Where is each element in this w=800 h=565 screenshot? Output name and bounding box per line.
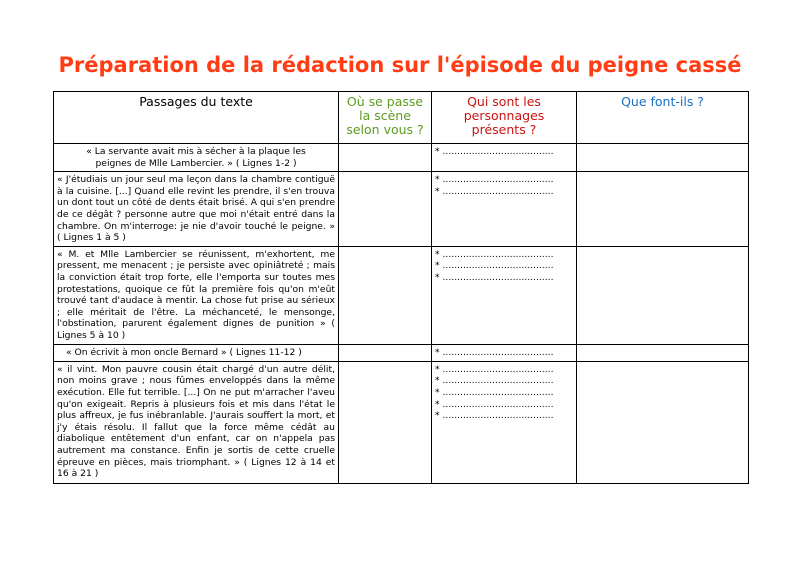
character-blank: * ...................................... [435, 398, 554, 410]
header-passages: Passages du texte [54, 92, 339, 144]
page-title: Préparation de la rédaction sur l'épisode du peigne cassé [58, 53, 742, 77]
passage-cell: « il vint. Mon pauvre cousin était chargé d'un autre délit, non moins grave ; nous fûmes enveloppés dans la même exécution. Elle fut terrible. [...] On ne put m'arracher l'aveu qu'on exigeait. Repris à plusieurs fois et mis dans l'état le plus affreux, je fus inébranlable. J'aurais souffert la mort, et j'y étais résolu. Il fallut que la force même cédât au diabolique entêtement d'un enfant, car on n'appela pas autrement ma constance. Enfin je sortis de cette cruelle épreuve en pièces, mais triomphant. » ( Lignes 12 à 14 et 16 à 21 ) [54, 361, 339, 483]
worksheet-table [53, 91, 749, 484]
passage-cell: « J'étudiais un jour seul ma leçon dans la chambre contiguë à la cuisine. [...] Quand elle revint les prendre, il s'en trouva un dont tout un côté de dents était brisé. A qui s'en prendre de ce dégât ? personne autre que moi n'était entré dans la chambre. On m'interroge: je nie d'avoir touché le peigne. » ( Lignes 1 à 5 ) [54, 172, 339, 247]
passage-cell: « M. et Mlle Lambercier se réunissent, m'exhortent, me pressent, me menacent ; je persiste avec opiniâtreté ; mais la conviction était trop forte, elle l'emporta sur toutes mes protestations, quoique ce fût la première fois qu'on m'eût trouvé tant d'audace à mentir. La chose fut prise au sérieux ; elle méritait de l'être. La méchanceté, le mensonge, l'obstination, parurent également dignes de punition » ( Lignes 5 à 10 ) [54, 246, 339, 344]
characters-cell[interactable] [432, 344, 577, 361]
passage-cell: « La servante avait mis à sécher à la plaque les peignes de Mlle Lambercier. » ( Lignes 1-2 ) [54, 144, 339, 172]
place-cell[interactable] [339, 172, 432, 247]
character-blank: * ...................................... [435, 363, 554, 375]
characters-cell[interactable] [432, 144, 577, 172]
character-blank: * ...................................... [435, 346, 554, 358]
table-row [54, 246, 749, 344]
place-cell[interactable] [339, 344, 432, 361]
action-cell[interactable] [577, 246, 749, 344]
action-cell[interactable] [577, 361, 749, 483]
character-blank: * ...................................... [435, 410, 554, 422]
place-cell[interactable] [339, 246, 432, 344]
header-row [54, 92, 749, 144]
passage-cell: « On écrivit à mon oncle Bernard » ( Lignes 11-12 ) [54, 344, 339, 361]
table-row [54, 344, 749, 361]
place-cell[interactable] [339, 144, 432, 172]
character-blank: * ...................................... [435, 260, 554, 272]
header-qui: Qui sont les personnages présents ? [432, 92, 577, 144]
action-cell[interactable] [577, 172, 749, 247]
header-que: Que font-ils ? [577, 92, 749, 144]
character-blank: * ...................................... [435, 271, 554, 283]
action-cell[interactable] [577, 344, 749, 361]
character-blank: * ...................................... [435, 375, 554, 387]
character-blank: * ...................................... [435, 248, 554, 260]
character-blank: * ...................................... [435, 146, 554, 157]
action-cell[interactable] [577, 144, 749, 172]
header-ou: Où se passe la scène selon vous ? [339, 92, 432, 144]
character-blank: * ...................................... [435, 185, 554, 197]
characters-cell[interactable] [432, 246, 577, 344]
character-blank: * ...................................... [435, 386, 554, 398]
characters-cell[interactable] [432, 361, 577, 483]
table-row [54, 144, 749, 172]
table-row [54, 172, 749, 247]
character-blank: * ...................................... [435, 174, 554, 186]
table-row [54, 361, 749, 483]
place-cell[interactable] [339, 361, 432, 483]
characters-cell[interactable] [432, 172, 577, 247]
